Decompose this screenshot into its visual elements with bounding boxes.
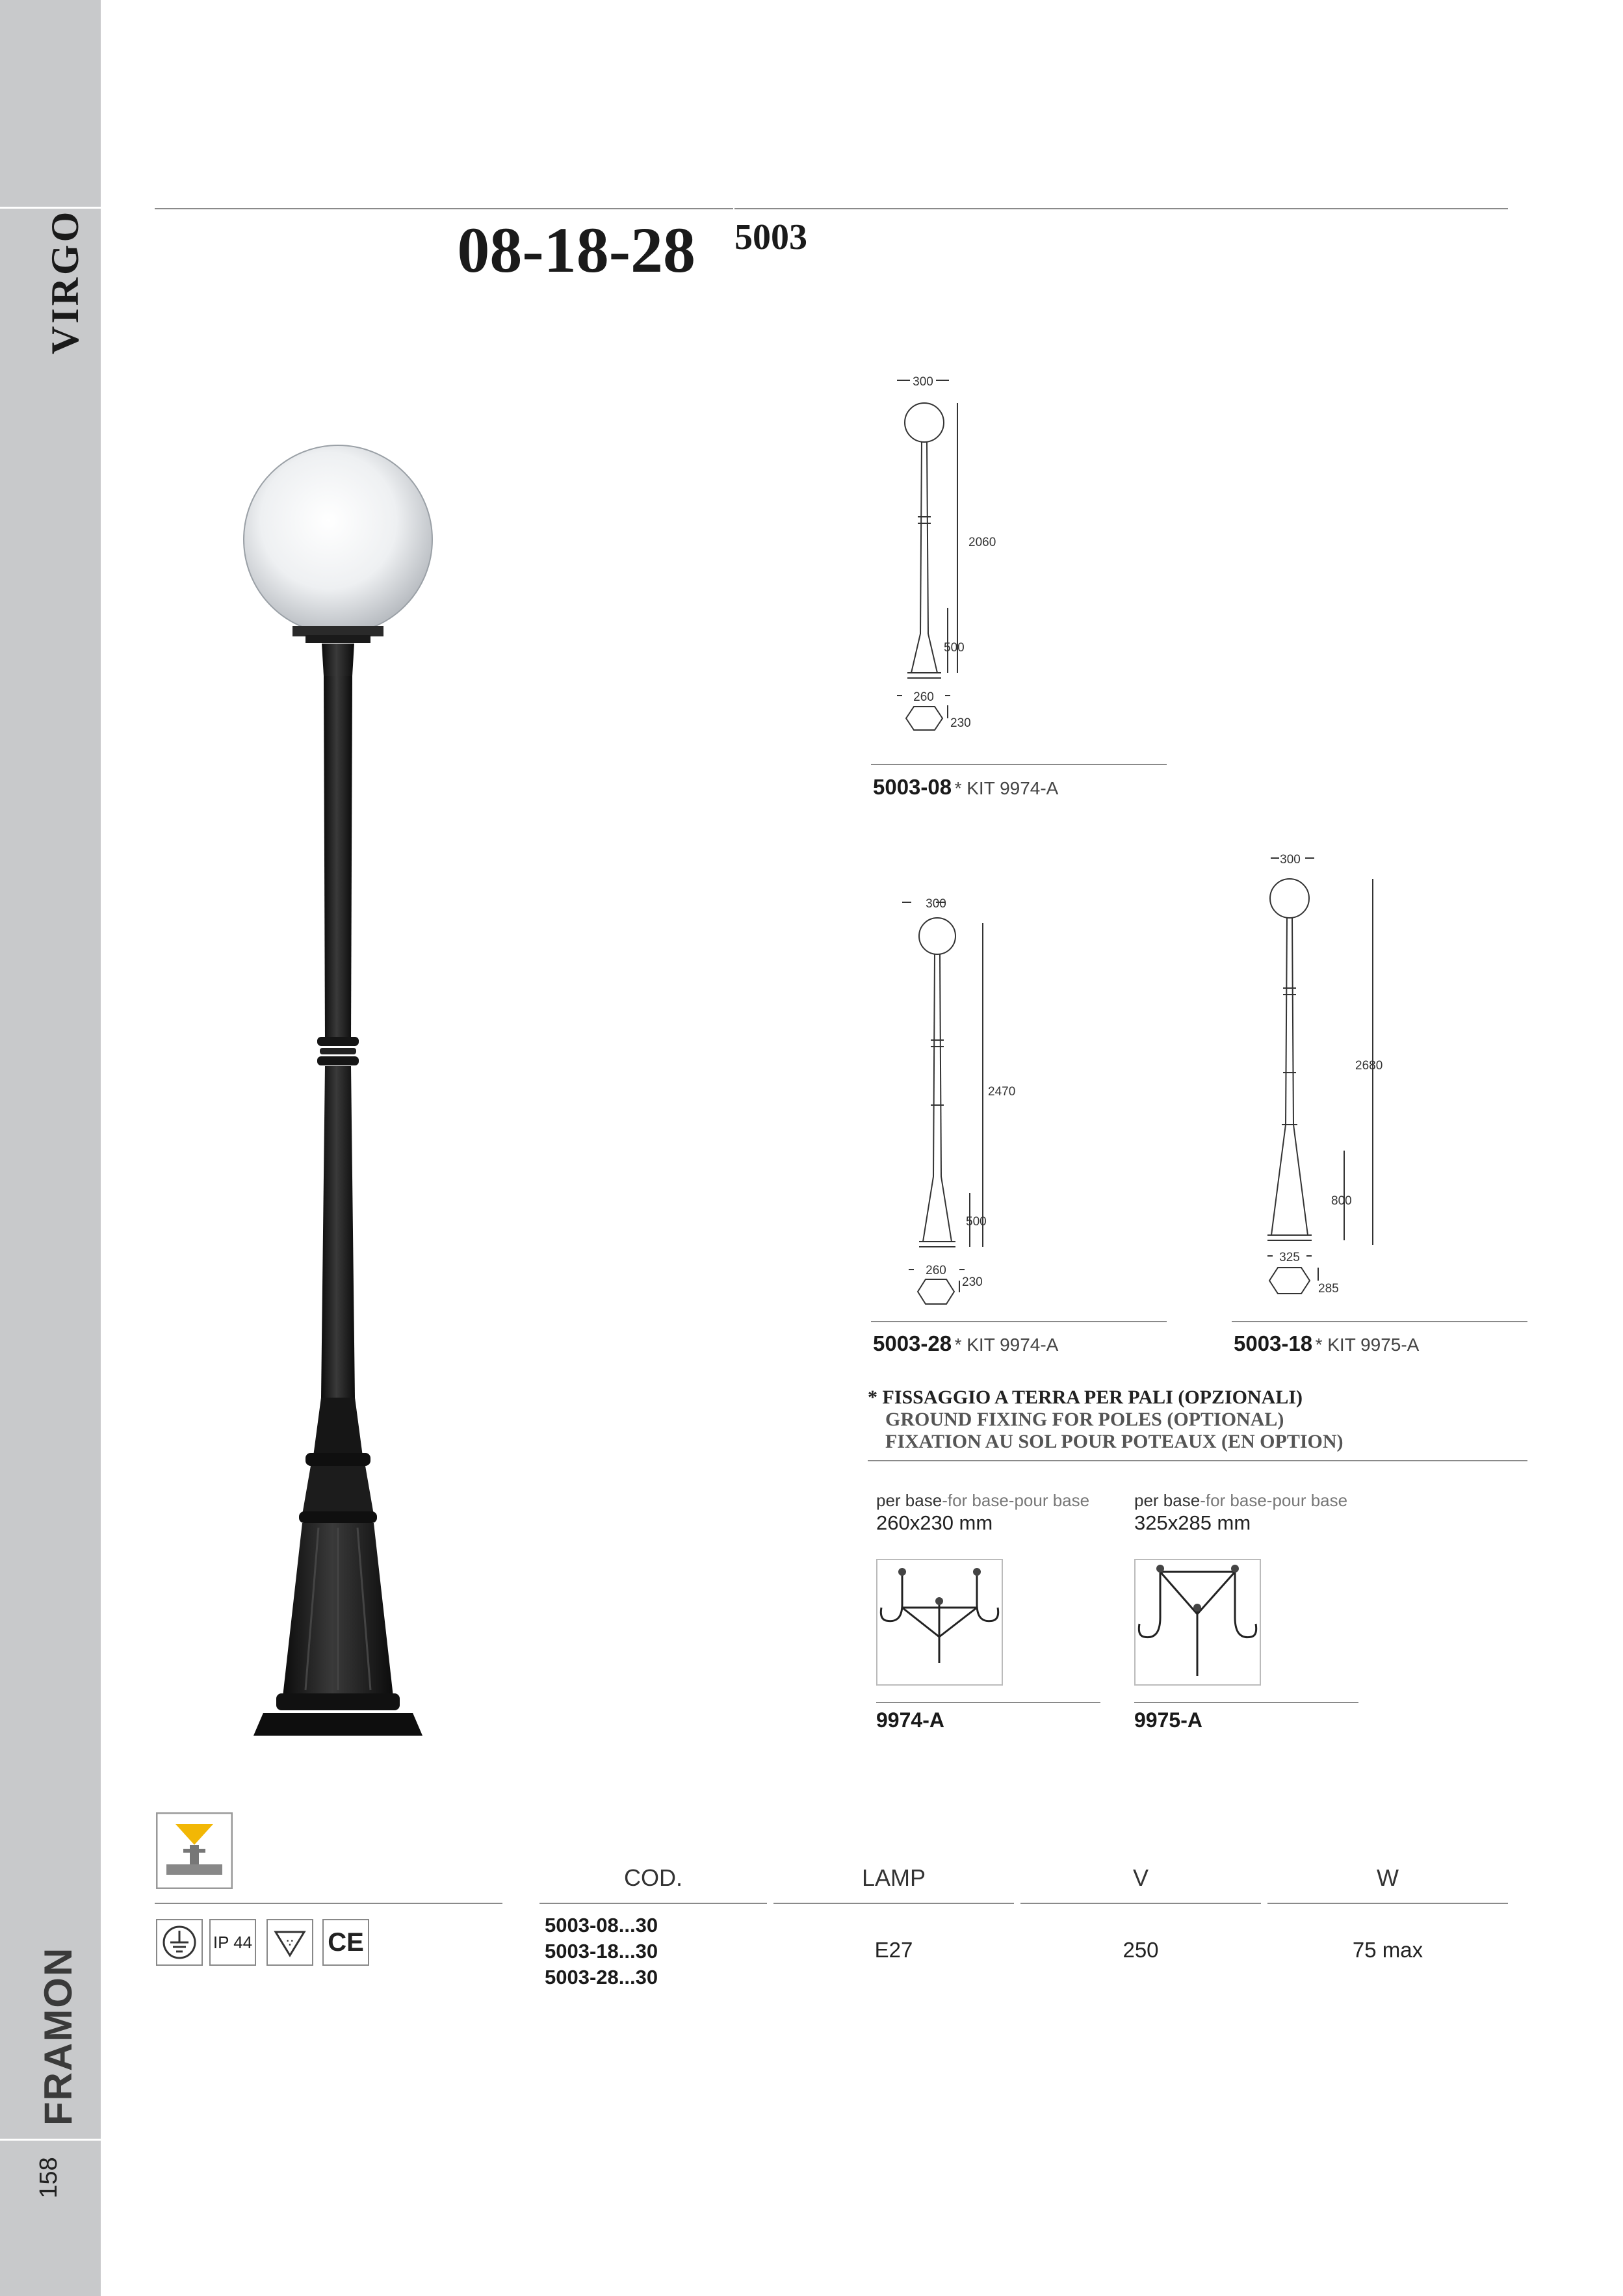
ip-rating-badge [209, 1919, 256, 1966]
th-rule-lamp [773, 1903, 1014, 1904]
code-5003-08: 5003-08 [873, 775, 952, 799]
dim-base-width: 260 [913, 690, 934, 704]
fixing-line-fr: FIXATION AU SOL POUR POTEAUX (EN OPTION) [885, 1431, 1344, 1452]
icons-rule [155, 1903, 502, 1904]
code-item: 5003-18...30 [545, 1940, 658, 1963]
dim-base-width: 325 [1279, 1251, 1300, 1264]
svg-text:∵: ∵ [286, 1938, 294, 1949]
rule-5003-08 [871, 764, 1167, 765]
code-5003-28: 5003-28 [873, 1331, 952, 1355]
dim-top-width: 300 [913, 375, 933, 389]
code-5003-18: 5003-18 [1234, 1331, 1313, 1355]
sidebar-divider-bottom [0, 2139, 101, 2141]
caption-5003-08 [873, 775, 1058, 800]
kit-5003-08: * KIT 9974-A [954, 778, 1059, 798]
perbase-label: per base [1134, 1491, 1201, 1510]
dim-base-width: 260 [926, 1264, 946, 1277]
caption-5003-18 [1234, 1331, 1419, 1356]
drawing-5003-08 [871, 367, 1020, 744]
ip-rating-text: IP 44 [213, 1932, 253, 1952]
perbase-translations: -for base-pour base [942, 1491, 1090, 1510]
ce-mark-text: CE [328, 1927, 364, 1957]
page-subtitle: 5003 [734, 217, 807, 257]
drawing-5003-18 [1235, 845, 1391, 1320]
drawing-5003-28 [871, 891, 1020, 1320]
fixing-line-it: * FISSAGGIO A TERRA PER PALI (OPZIONALI) [868, 1387, 1303, 1408]
dim-height: 2470 [988, 1085, 1016, 1099]
ce-mark-icon [322, 1919, 369, 1966]
kit-9975-size: 325x285 mm [1134, 1511, 1251, 1534]
lamp-value: E27 [874, 1938, 913, 1962]
page-number: 158 [35, 2157, 62, 2198]
th-rule-code [539, 1903, 767, 1904]
code-item: 5003-28...30 [545, 1966, 658, 1989]
dim-base-depth: 285 [1318, 1282, 1339, 1296]
sidebar-divider-top [0, 207, 101, 209]
kit-5003-28: * KIT 9974-A [954, 1335, 1059, 1355]
dim-top-width: 300 [1280, 853, 1301, 867]
dim-height: 2680 [1355, 1059, 1383, 1073]
header-rule-right [734, 208, 1508, 209]
kit-9974-size: 260x230 mm [876, 1511, 993, 1534]
dim-base-height: 500 [944, 641, 965, 655]
dim-base-depth: 230 [962, 1275, 983, 1289]
kit-9974-code: 9974-A [876, 1708, 944, 1732]
earth-ground-icon [156, 1919, 203, 1966]
flammable-surface-icon [266, 1919, 313, 1966]
th-rule-watt [1267, 1903, 1508, 1904]
kit-9975-perbase [1134, 1491, 1347, 1511]
kit-9974-perbase [876, 1491, 1089, 1511]
page-title: 08-18-28 [457, 214, 695, 286]
perbase-translations: -for base-pour base [1200, 1491, 1348, 1510]
fixing-line-en: GROUND FIXING FOR POLES (OPTIONAL) [885, 1409, 1284, 1430]
watt-value: 75 max [1352, 1938, 1423, 1962]
dim-base-height: 800 [1331, 1194, 1352, 1208]
code-list [545, 1912, 658, 1990]
kit-9975-code: 9975-A [1134, 1708, 1202, 1732]
th-voltage: V [1132, 1864, 1149, 1891]
perbase-label: per base [876, 1491, 942, 1510]
kit-9975-rule [1134, 1702, 1358, 1703]
th-code: COD. [624, 1864, 682, 1891]
dim-top-width: 300 [926, 897, 946, 911]
rule-5003-18 [1232, 1321, 1527, 1322]
kit-9975-drawing [1134, 1559, 1261, 1686]
voltage-value: 250 [1123, 1938, 1159, 1962]
th-rule-voltage [1020, 1903, 1261, 1904]
fixing-note [868, 1387, 1344, 1453]
code-item: 5003-08...30 [545, 1914, 658, 1937]
kit-9974-drawing [876, 1559, 1003, 1686]
brand-logo: FRAMON [36, 1946, 80, 2126]
dim-base-height: 500 [966, 1215, 987, 1229]
caption-5003-28 [873, 1331, 1058, 1356]
th-lamp: LAMP [861, 1864, 926, 1891]
dim-base-depth: 230 [950, 716, 971, 730]
kit-9974-rule [876, 1702, 1100, 1703]
series-name: VIRGO [44, 209, 86, 354]
kit-5003-18: * KIT 9975-A [1315, 1335, 1420, 1355]
fixing-rule [868, 1460, 1527, 1461]
rule-5003-28 [871, 1321, 1167, 1322]
th-watt: W [1377, 1864, 1399, 1891]
post-lamp-icon [156, 1812, 233, 1889]
lamp-product-image [234, 442, 442, 1768]
dim-height: 2060 [968, 536, 996, 549]
